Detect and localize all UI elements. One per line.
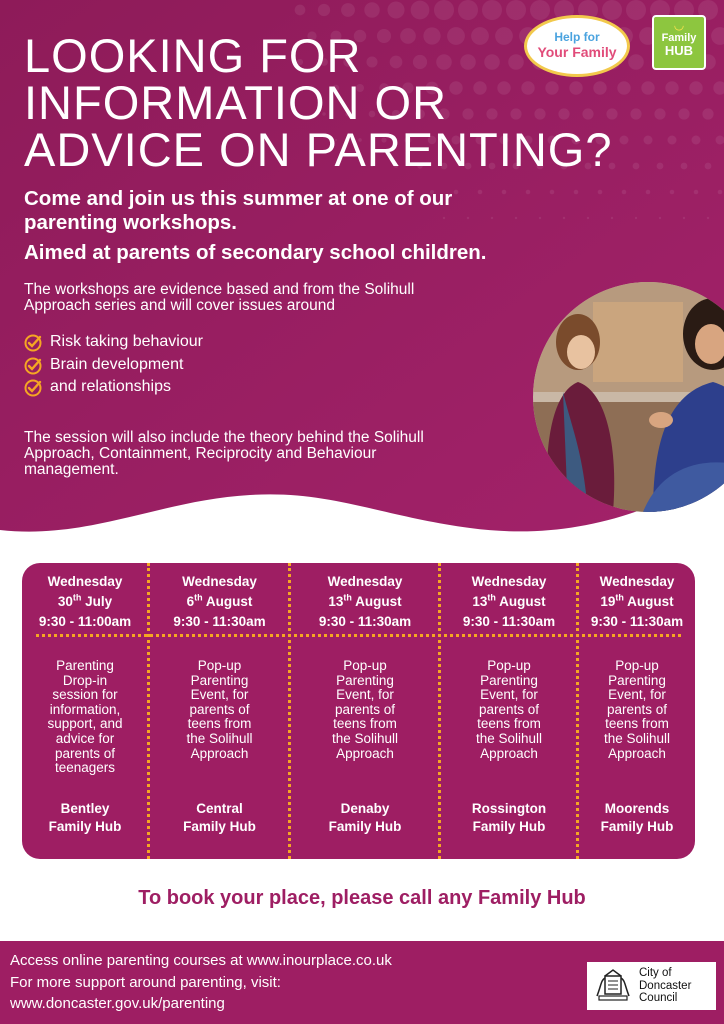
pattern-dot: [702, 108, 713, 119]
event-date-line: 6th August: [186, 592, 253, 609]
pattern-dot: [670, 190, 675, 195]
event-location: Central Family Hub: [183, 801, 256, 834]
event-time: 9:30 - 11:30am: [318, 614, 412, 629]
council-name-line: City of: [639, 967, 672, 979]
pattern-dot: [387, 1, 404, 18]
pattern-dot: [689, 81, 702, 94]
council-name: [639, 967, 691, 1005]
event-description: Parenting Drop-in session for information, support, and advice for parents of teenagers: [47, 658, 123, 776]
event-day: Wednesday: [47, 574, 123, 589]
pattern-dot: [657, 163, 664, 170]
topic-list: [24, 332, 324, 400]
pattern-dot: [411, 1, 430, 20]
schedule-column: [22, 563, 148, 859]
event-description: Pop-up Parenting Event, for parents of teens from the Solihull Approach: [475, 658, 543, 761]
schedule-column: [579, 563, 695, 859]
check-circle-icon: [24, 357, 42, 375]
pattern-dot: [530, 0, 550, 20]
event-date-line: 30th July: [57, 592, 113, 609]
footer-text: [10, 950, 570, 1015]
session-line: Approach, Containment, Reciprocity and Behaviour: [24, 445, 377, 462]
footer-line: www.doncaster.gov.uk/parenting: [10, 995, 225, 1012]
pattern-dot: [711, 27, 724, 45]
event-description: Pop-up Parenting Event, for parents of teens from the Solihull Approach: [331, 658, 399, 761]
event-date-line: 13th August: [328, 592, 402, 609]
pattern-dot: [681, 163, 688, 170]
schedule-column: [441, 563, 577, 859]
event-day: Wednesday: [471, 574, 547, 589]
event-time: 9:30 - 11:00am: [38, 614, 132, 629]
pattern-dot: [665, 81, 678, 94]
pattern-dot: [713, 81, 724, 94]
event-date-line: 13th August: [472, 592, 546, 609]
headline-line: ADVICE ON PARENTING?: [24, 123, 613, 176]
smile-icon: ◡: [674, 18, 684, 32]
event-location: Bentley Family Hub: [48, 801, 122, 834]
pattern-dot: [646, 190, 651, 195]
pattern-dot: [694, 190, 699, 195]
event-day: Wednesday: [182, 574, 257, 589]
intro-text: [24, 282, 544, 314]
event-description: Pop-up Parenting Event, for parents of teens from the Solihull Approach: [186, 658, 253, 761]
event-date: [579, 572, 695, 632]
event-date: [150, 572, 289, 632]
pattern-dot: [683, 217, 685, 219]
pattern-dot: [295, 5, 306, 16]
footer-line: Access online parenting courses at www.inourplace.co.uk: [10, 952, 392, 969]
pattern-dot: [716, 136, 724, 145]
pattern-dot: [659, 217, 661, 219]
event-location: Moorends Family Hub: [600, 801, 674, 834]
pattern-dot: [654, 108, 665, 119]
event-date: [291, 572, 439, 632]
list-item: [24, 332, 324, 355]
council-logo: [587, 962, 716, 1010]
intro-line: Approach series and will cover issues around: [24, 297, 336, 314]
logo-help-line1: Help for: [554, 30, 600, 44]
event-date-line: 19th August: [600, 592, 674, 609]
event-day: Wednesday: [599, 574, 675, 589]
pattern-dot: [707, 217, 709, 219]
schedule-column: [291, 563, 439, 859]
headline-line: INFORMATION OR: [24, 76, 448, 129]
pattern-dot: [341, 3, 355, 17]
event-day: Wednesday: [327, 574, 403, 589]
booking-call-to-action: To book your place, please call any Family Hub: [138, 887, 586, 909]
session-line: management.: [24, 461, 119, 478]
schedule-table: [22, 563, 695, 859]
council-crest-icon: [593, 966, 633, 1006]
logo-help-line2: Your Family: [537, 44, 617, 60]
audience-line: Aimed at parents of secondary school children.: [24, 241, 487, 264]
pattern-dot: [434, 0, 454, 20]
pattern-dot: [364, 2, 379, 17]
bullet-label: Risk taking behaviour: [50, 333, 203, 350]
footer-line: For more support around parenting, visit:: [10, 973, 281, 991]
intro-line: The workshops are evidence based and from the Solihull: [24, 281, 415, 298]
schedule-column: [150, 563, 289, 859]
bullet-label: and relationships: [50, 378, 171, 395]
pattern-dot: [482, 0, 502, 20]
logo-hub-line2: HUB: [664, 43, 694, 58]
event-location: Rossington Family Hub: [471, 801, 547, 834]
pattern-dot: [318, 4, 330, 16]
pattern-dot: [718, 190, 723, 195]
check-circle-icon: [24, 334, 42, 352]
council-name-line: Council: [639, 992, 678, 1004]
pattern-dot: [626, 0, 646, 20]
subheading-line: parenting workshops.: [24, 211, 237, 234]
event-time: 9:30 - 11:30am: [173, 614, 266, 629]
family-hub-logo: [652, 15, 706, 70]
session-text: [24, 430, 494, 478]
event-time: 9:30 - 11:30am: [590, 614, 684, 629]
pattern-dot: [678, 108, 689, 119]
council-name-line: Doncaster: [639, 979, 692, 992]
pattern-dot: [644, 136, 653, 145]
subheading-line: Come and join us this summer at one of our: [24, 187, 453, 210]
list-item: [24, 377, 324, 400]
event-date: [22, 572, 148, 632]
subheading: [24, 183, 624, 236]
list-item: [24, 355, 324, 378]
pattern-dot: [506, 0, 526, 20]
logo-hub-line1: Family: [661, 32, 697, 44]
check-circle-icon: [24, 379, 42, 397]
headline-line: LOOKING FOR: [24, 29, 362, 82]
event-date: [441, 572, 577, 632]
pattern-dot: [602, 0, 622, 20]
pattern-dot: [458, 0, 478, 20]
pattern-dot: [635, 217, 637, 219]
event-time: 9:30 - 11:30am: [462, 614, 556, 629]
pattern-dot: [705, 163, 712, 170]
session-line: The session will also include the theory behind the Solihull: [24, 429, 424, 446]
event-description: Pop-up Parenting Event, for parents of teens from the Solihull Approach: [603, 658, 671, 761]
pattern-dot: [668, 136, 677, 145]
event-location: Denaby Family Hub: [328, 801, 402, 834]
bullet-label: Brain development: [50, 355, 184, 373]
page-title: [24, 29, 644, 176]
pattern-dot: [692, 136, 701, 145]
